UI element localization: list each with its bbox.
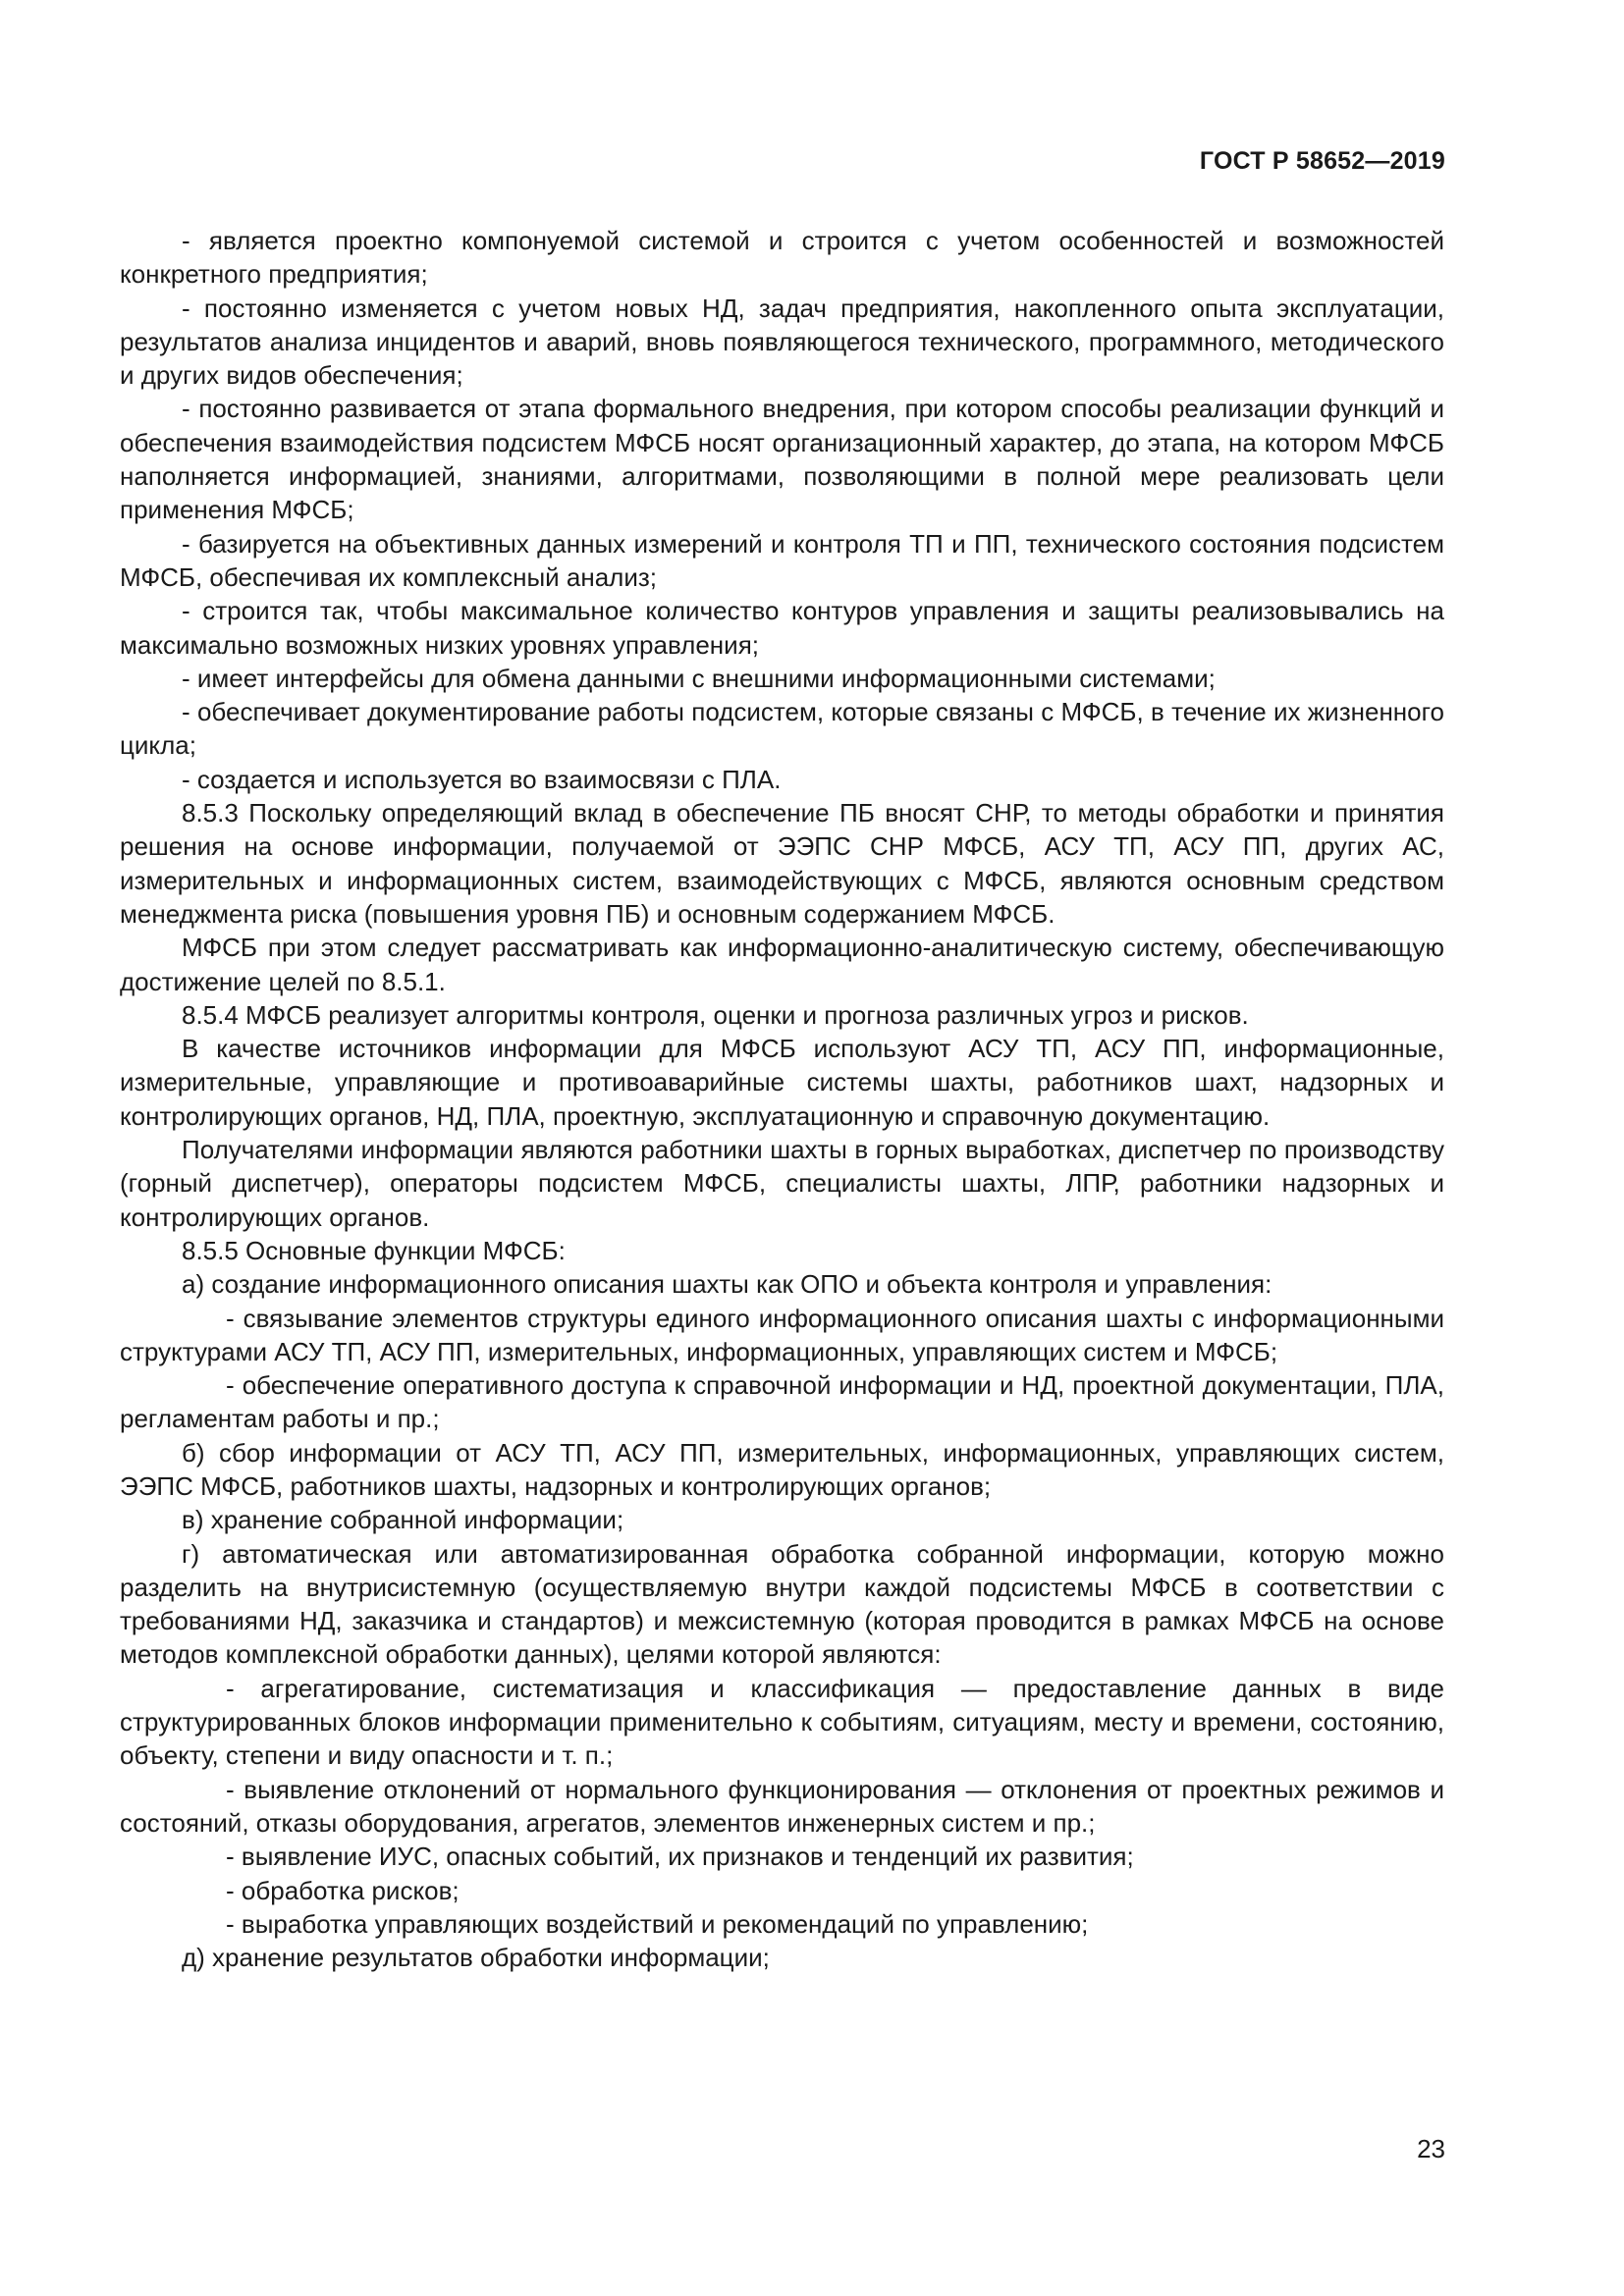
paragraph: - постоянно изменяется с учетом новых НД, задач предприятия, накопленного опыта эксплуатации, результатов анализа инцидентов и аварий, вновь появляющегося технического, программного, методического и других видов обеспечения;	[120, 293, 1444, 391]
paragraph: 8.5.3 Поскольку определяющий вклад в обеспечение ПБ вносят СНР, то методы обработки и принятия решения на основе информации, получаемой от ЭЭПС СНР МФСБ, АСУ ТП, АСУ ПП, других АС, измерительных и информационных систем, взаимодействующих с МФСБ, являются основным средством менеджмента риска (повышения уровня ПБ) и основным содержанием МФСБ.	[120, 798, 1444, 929]
paragraph: г) автоматическая или автоматизированная обработка собранной информации, которую можно разделить на внутрисистемную (осуществляемую внутри каждой подсистемы МФСБ в соответствии с требованиями НД, заказчика и стандартов) и межсистемную (которая проводится в рамках МФСБ на основе методов комплексной обработки данных), целями которой являются:	[120, 1538, 1444, 1670]
paragraph: - выявление ИУС, опасных событий, их признаков и тенденций их развития;	[226, 1842, 1134, 1872]
standard-code-header: ГОСТ Р 58652—2019	[1199, 147, 1445, 175]
paragraph: - базируется на объективных данных измерений и контроля ТП и ПП, технического состояния подсистем МФСБ, обеспечивая их комплексный анализ;	[120, 528, 1444, 592]
paragraph: МФСБ при этом следует рассматривать как информационно-аналитическую систему, обеспечивающую достижение целей по 8.5.1.	[120, 933, 1444, 996]
paragraph: - постоянно развивается от этапа формального внедрения, при котором способы реализации функций и обеспечения взаимодействия подсистем МФСБ носят организационный характер, до этапа, на котором МФСБ наполняется информацией, знаниями, алгоритмами, позволяющими в полной мере реализовать цели применения МФСБ;	[120, 394, 1444, 525]
paragraph: - является проектно компонуемой системой и строится с учетом особенностей и возможностей конкретного предприятия;	[120, 226, 1444, 290]
paragraph: д) хранение результатов обработки информации;	[182, 1943, 770, 1973]
paragraph: - обработка рисков;	[226, 1875, 460, 1905]
paragraph: Получателями информации являются работники шахты в горных выработках, диспетчер по производству (горный диспетчер), операторы подсистем МФСБ, специалисты шахты, ЛПР, работники надзорных и контролирующих органов.	[120, 1135, 1444, 1232]
paragraph: - обеспечение оперативного доступа к справочной информации и НД, проектной документации, ПЛА, регламентам работы и пр.;	[120, 1370, 1444, 1434]
paragraph: - связывание элементов структуры единого информационного описания шахты с информационными структурами АСУ ТП, АСУ ПП, измерительных, информационных, управляющих систем и МФСБ;	[120, 1303, 1444, 1366]
paragraph: - агрегатирование, систематизация и классификация — предоставление данных в виде структурированных блоков информации применительно к событиям, ситуациям, месту и времени, состоянию, объекту, степени и виду опасности и т. п.;	[120, 1673, 1444, 1771]
paragraph: - создается и используется во взаимосвязи с ПЛА.	[182, 764, 782, 794]
paragraph: б) сбор информации от АСУ ТП, АСУ ПП, измерительных, информационных, управляющих систем, ЭЭПС МФСБ, работников шахты, надзорных и контролирующих органов;	[120, 1437, 1444, 1501]
paragraph: 8.5.5 Основные функции МФСБ:	[182, 1235, 566, 1265]
page-body	[120, 224, 1444, 1974]
paragraph: а) создание информационного описания шахты как ОПО и объекта контроля и управления:	[182, 1269, 1272, 1300]
paragraph: - имеет интерфейсы для обмена данными с внешними информационными системами;	[182, 663, 1216, 693]
paragraph: - выработка управляющих воздействий и рекомендаций по управлению;	[226, 1908, 1089, 1939]
paragraph: - строится так, чтобы максимальное количество контуров управления и защиты реализовывались на максимально возможных низких уровнях управления;	[120, 596, 1444, 660]
paragraph: В качестве источников информации для МФСБ используют АСУ ТП, АСУ ПП, информационные, измерительные, управляющие и противоаварийные системы шахты, работников шахт, надзорных и контролирующих органов, НД, ПЛА, проектную, эксплуатационную и справочную документацию.	[120, 1034, 1444, 1131]
paragraph: 8.5.4 МФСБ реализует алгоритмы контроля, оценки и прогноза различных угроз и рисков.	[182, 999, 1249, 1030]
paragraph: - обеспечивает документирование работы подсистем, которые связаны с МФСБ, в течение их жизненного цикла;	[120, 697, 1444, 761]
paragraph: в) хранение собранной информации;	[182, 1505, 624, 1535]
page-number: 23	[1417, 2134, 1445, 2163]
paragraph: - выявление отклонений от нормального функционирования — отклонения от проектных режимов и состояний, отказы оборудования, агрегатов, элементов инженерных систем и пр.;	[120, 1774, 1444, 1838]
